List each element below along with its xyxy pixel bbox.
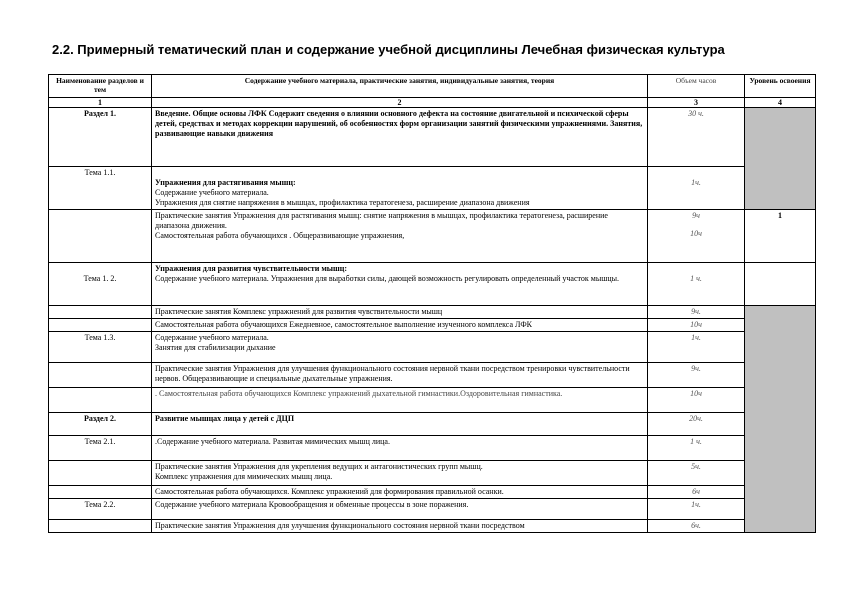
hours-cell: 6ч [648, 486, 745, 499]
content-cell: Самостоятельная работа обучающихся. Комплекс упражнений для формирования правильной осанки. [152, 486, 648, 499]
section-cell [49, 388, 152, 413]
column-number-row [49, 98, 816, 108]
hours-text: 9ч [692, 211, 700, 220]
header-section: Наименование разделов и тем [49, 75, 152, 98]
section-cell [49, 210, 152, 263]
hours-cell: 6ч. [648, 520, 745, 533]
content-line: Занятия для стабилизации дыхание [155, 343, 276, 352]
content-line: Самостоятельная работа обучающихся . Общеразвивающие упражнения, [155, 231, 405, 240]
col-number: 3 [648, 98, 745, 108]
content-cell: Содержание учебного материала Кровообращения и обменные процессы в зоне поражения. [152, 499, 648, 520]
level-cell [745, 263, 816, 306]
table-row [49, 210, 816, 263]
hours-cell: 20ч. [648, 413, 745, 436]
hours-cell [648, 167, 745, 210]
content-line: Содержание учебного материала. [155, 333, 269, 342]
table-row [49, 388, 816, 413]
content-cell: . Самостоятельная работа обучающихся Комплекс упражнений дыхательной гимнастики.Оздоровительная гимнастика. [152, 388, 648, 413]
content-line: Практические занятия Упражнения для растягивания мышц: снятие напряжения в мышцах, профилактика тератогенеза, расширение диапазона движения. [155, 211, 608, 230]
hours-cell: 10ч [648, 319, 745, 332]
content-cell [152, 332, 648, 363]
content-line: Содержание учебного материала. Упражнения для выработки силы, дающей возможность регулировать определенный участок мышцы. [155, 274, 620, 283]
content-line: Упражнения для снятие напряжения в мышцах, профилактика тератогенеза, расширение диапазона движения [155, 198, 530, 207]
content-line: Упражнения для развития чувствительности мышц: [155, 264, 348, 273]
content-cell: Практические занятия Комплекс упражнений для развития чувствительности мышц [152, 306, 648, 319]
col-number: 4 [745, 98, 816, 108]
section-cell [49, 263, 152, 306]
header-level: Уровень освоения [745, 75, 816, 98]
hours-cell: 30 ч. [648, 108, 745, 167]
header-hours: Объем часов [648, 75, 745, 98]
hours-cell: 1ч. [648, 499, 745, 520]
content-cell: Развитие мышцах лица у детей с ДЦП [152, 413, 648, 436]
table-header-row [49, 75, 816, 98]
content-line: Содержание учебного материала. [155, 188, 269, 197]
col-number: 2 [152, 98, 648, 108]
level-cell [745, 108, 816, 210]
content-line: Практические занятия Упражнения для укрепления ведущих и антагонистических групп мышц. [155, 462, 483, 471]
section-text: Тема 1. 2. [83, 274, 117, 283]
hours-cell: 9ч. [648, 363, 745, 388]
table-row [49, 486, 816, 499]
section-cell: Тема 2.2. [49, 499, 152, 520]
header-content: Содержание учебного материала, практические занятия, индивидуальные занятия, теория [152, 75, 648, 98]
section-cell [49, 319, 152, 332]
table-row [49, 499, 816, 520]
section-cell: Раздел 2. [49, 413, 152, 436]
hours-text: 1ч. [691, 178, 701, 187]
page-title: 2.2. Примерный тематический план и содержание учебной дисциплины Лечебная физическая культура [52, 42, 725, 57]
hours-cell: 1ч. [648, 332, 745, 363]
thematic-plan-table [48, 74, 816, 533]
content-line: Комплекс упражнения для мимических мышц лица. [155, 472, 333, 481]
content-cell [152, 461, 648, 486]
hours-cell: 9ч. [648, 306, 745, 319]
table-row [49, 332, 816, 363]
content-cell: Самостоятельная работа обучающихся Ежедневное, самостоятельное выполнение изученного комплекса ЛФК [152, 319, 648, 332]
hours-cell: 10ч [648, 388, 745, 413]
col-number: 1 [49, 98, 152, 108]
level-cell [745, 306, 816, 533]
section-cell: Тема 1.3. [49, 332, 152, 363]
section-cell [49, 363, 152, 388]
content-cell [152, 263, 648, 306]
hours-cell [648, 210, 745, 263]
section-cell: Раздел 1. [49, 108, 152, 167]
section-cell: Тема 1.1. [49, 167, 152, 210]
content-cell: Практические занятия Упражнения для улучшения функционального состояния нервной ткани посредством тренировки чувствительности нервов. Общеразвивающие и специальные дыхательные упражнения. [152, 363, 648, 388]
content-cell [152, 167, 648, 210]
table-row [49, 436, 816, 461]
table-row [49, 263, 816, 306]
hours-cell: 5ч. [648, 461, 745, 486]
content-text: Введение. Общие основы ЛФК Содержит сведения о влиянии основного дефекта на состояние двигательной и психической сферы детей, средствах и методах коррекции нарушений, об особенностях форм организации занятий физическими упражнениями. Занятия, развивающие навыки движения [155, 109, 643, 138]
table-row [49, 306, 816, 319]
hours-text: 1 ч. [690, 274, 702, 283]
table-row [49, 363, 816, 388]
table-row [49, 319, 816, 332]
content-cell: Практические занятия Упражнения для улучшения функционального состояния нервной ткани посредством [152, 520, 648, 533]
section-cell [49, 306, 152, 319]
hours-cell: 1 ч. [648, 436, 745, 461]
table-row [49, 461, 816, 486]
section-cell: Тема 2.1. [49, 436, 152, 461]
section-cell [49, 486, 152, 499]
level-cell: 1 [745, 210, 816, 263]
table-row [49, 108, 816, 167]
section-cell [49, 461, 152, 486]
table-row [49, 520, 816, 533]
table-row [49, 167, 816, 210]
table-row [49, 413, 816, 436]
content-cell [152, 210, 648, 263]
hours-text: 10ч [690, 229, 702, 238]
section-cell [49, 520, 152, 533]
content-line: Упражнения для растягивания мышц: [155, 178, 296, 187]
hours-cell [648, 263, 745, 306]
content-cell: .Содержание учебного материала. Развитая мимических мышц лица. [152, 436, 648, 461]
content-cell [152, 108, 648, 167]
